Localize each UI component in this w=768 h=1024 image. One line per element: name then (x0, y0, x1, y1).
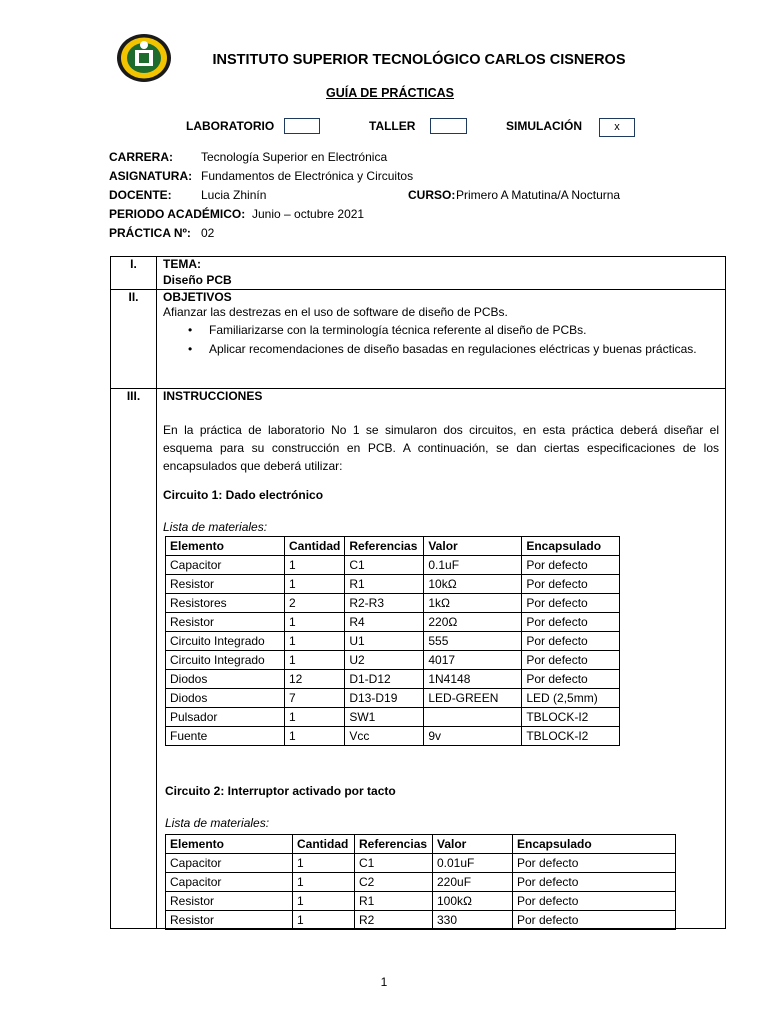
table-row (166, 892, 676, 911)
cell: 0.01uF (433, 854, 513, 873)
header-encapsulado: Encapsulado (513, 835, 676, 854)
objetivo-item: • Familiarizarse con la terminología técnica referente al diseño de PCBs. (163, 322, 719, 338)
cell: D1-D12 (345, 670, 424, 689)
practica-label: PRÁCTICA Nº: (109, 226, 191, 240)
header-valor: Valor (433, 835, 513, 854)
periodo-label: PERIODO ACADÉMICO: (109, 207, 246, 221)
cell: Por defecto (522, 632, 620, 651)
objetivos-title: OBJETIVOS (163, 290, 232, 304)
option-simulacion-box[interactable]: x (599, 118, 635, 137)
cell: 12 (285, 670, 345, 689)
instrucciones-title: INSTRUCCIONES (163, 389, 263, 403)
tema-number: I. (130, 257, 137, 271)
tema-value: Diseño PCB (163, 273, 232, 287)
cell: TBLOCK-I2 (522, 727, 620, 746)
table-row (166, 727, 620, 746)
cell: Resistor (166, 911, 293, 930)
option-laboratorio-box[interactable] (284, 118, 320, 134)
cell (424, 708, 522, 727)
option-laboratorio-label: LABORATORIO (186, 119, 275, 133)
table-row (166, 670, 620, 689)
docente-value: Lucia Zhinín (201, 188, 267, 202)
page-number: 1 (380, 975, 388, 989)
periodo-value: Junio – octubre 2021 (252, 207, 365, 221)
curso-value: Primero A Matutina/A Nocturna (456, 188, 621, 202)
asignatura-value: Fundamentos de Electrónica y Circuitos (201, 169, 414, 183)
cell: Resistores (166, 594, 285, 613)
cell: Pulsador (166, 708, 285, 727)
cell: 1 (285, 632, 345, 651)
cell: Por defecto (513, 873, 676, 892)
header-encapsulado: Encapsulado (522, 537, 620, 556)
cell: LED (2,5mm) (522, 689, 620, 708)
cell: R2 (355, 911, 433, 930)
cell: Por defecto (522, 613, 620, 632)
cell: 0.1uF (424, 556, 522, 575)
header-referencias: Referencias (345, 537, 424, 556)
cell: 220uF (433, 873, 513, 892)
cell: SW1 (345, 708, 424, 727)
header-elemento: Elemento (166, 835, 293, 854)
tema-title: TEMA: (163, 257, 201, 271)
cell: 7 (285, 689, 345, 708)
option-simulacion-label: SIMULACIÓN (506, 119, 582, 133)
cell: Resistor (166, 575, 285, 594)
cell: 1 (293, 854, 355, 873)
cell: U1 (345, 632, 424, 651)
instrucciones-text: En la práctica de laboratorio No 1 se simularon dos circuitos, en esta práctica deberá diseñar el esquema para su construcción en PCB. A continuación, se dan ciertas especificaciones de los encapsulados que deberá utilizar: (163, 423, 719, 473)
cell: Por defecto (513, 854, 676, 873)
cell: C1 (345, 556, 424, 575)
table-row (166, 708, 620, 727)
cell: 9v (424, 727, 522, 746)
cell: 10kΩ (424, 575, 522, 594)
header-elemento: Elemento (166, 537, 285, 556)
cell: Por defecto (522, 575, 620, 594)
curso-label: CURSO: (408, 188, 456, 202)
table-header-row (166, 537, 620, 556)
table-row (166, 575, 620, 594)
cell: Fuente (166, 727, 285, 746)
cell: 4017 (424, 651, 522, 670)
table-row (166, 854, 676, 873)
guide-title: GUÍA DE PRÁCTICAS (326, 86, 455, 100)
cell: Capacitor (166, 873, 293, 892)
cell: TBLOCK-I2 (522, 708, 620, 727)
table-row (166, 911, 676, 930)
cell: R4 (345, 613, 424, 632)
docente-label: DOCENTE: (109, 188, 172, 202)
cell: Capacitor (166, 854, 293, 873)
cell: Diodos (166, 689, 285, 708)
cell: Por defecto (522, 594, 620, 613)
circuit2-materials-table (165, 834, 676, 930)
carrera-value: Tecnología Superior en Electrónica (201, 150, 388, 164)
cell: 1 (285, 575, 345, 594)
cell: R1 (355, 892, 433, 911)
table-row (166, 689, 620, 708)
cell: Por defecto (513, 911, 676, 930)
cell: U2 (345, 651, 424, 670)
circuit2-list-label: Lista de materiales: (165, 816, 270, 830)
column-divider (156, 257, 157, 928)
table-row (166, 873, 676, 892)
header-referencias: Referencias (355, 835, 433, 854)
cell: 1N4148 (424, 670, 522, 689)
cell: R1 (345, 575, 424, 594)
cell: 1 (285, 708, 345, 727)
cell: 1kΩ (424, 594, 522, 613)
header-cantidad: Cantidad (285, 537, 345, 556)
cell: 330 (433, 911, 513, 930)
cell: 1 (285, 651, 345, 670)
cell: Circuito Integrado (166, 632, 285, 651)
table-row (166, 613, 620, 632)
cell: LED-GREEN (424, 689, 522, 708)
objetivos-especificos (163, 322, 719, 358)
institution-title: INSTITUTO SUPERIOR TECNOLÓGICO CARLOS CISNEROS (212, 52, 626, 68)
cell: C1 (355, 854, 433, 873)
cell: 100kΩ (433, 892, 513, 911)
cell: C2 (355, 873, 433, 892)
cell: 1 (293, 892, 355, 911)
practice-frame (110, 256, 726, 929)
table-row (166, 632, 620, 651)
cell: Vcc (345, 727, 424, 746)
cell: 220Ω (424, 613, 522, 632)
circuit1-list-label: Lista de materiales: (163, 520, 268, 534)
cell: Capacitor (166, 556, 285, 575)
objetivo-general: Afianzar las destrezas en el uso de software de diseño de PCBs. (163, 305, 508, 319)
asignatura-label: ASIGNATURA: (109, 169, 193, 183)
cell: 1 (285, 556, 345, 575)
cell: 2 (285, 594, 345, 613)
table-row (166, 594, 620, 613)
carrera-label: CARRERA: (109, 150, 173, 164)
practica-value: 02 (201, 226, 215, 240)
cell: Por defecto (522, 556, 620, 575)
cell: R2-R3 (345, 594, 424, 613)
cell: 1 (285, 613, 345, 632)
table-header-row (166, 835, 676, 854)
cell: 555 (424, 632, 522, 651)
cell: 1 (285, 727, 345, 746)
objetivos-number: II. (128, 290, 139, 304)
circuit1-materials-table (165, 536, 620, 746)
option-taller-label: TALLER (369, 119, 416, 133)
cell: 1 (293, 873, 355, 892)
table-row (166, 651, 620, 670)
cell: Por defecto (522, 670, 620, 689)
cell: D13-D19 (345, 689, 424, 708)
cell: Por defecto (522, 651, 620, 670)
option-taller-box[interactable] (430, 118, 467, 134)
cell: Por defecto (513, 892, 676, 911)
cell: Diodos (166, 670, 285, 689)
cell: Resistor (166, 613, 285, 632)
header-cantidad: Cantidad (293, 835, 355, 854)
cell: Resistor (166, 892, 293, 911)
table-row (166, 556, 620, 575)
cell: 1 (293, 911, 355, 930)
instrucciones-number: III. (126, 389, 141, 403)
circuit1-title: Circuito 1: Dado electrónico (163, 488, 324, 502)
circuit2-title: Circuito 2: Interruptor activado por tacto (165, 784, 396, 798)
cell: Circuito Integrado (166, 651, 285, 670)
objetivo-item: • Aplicar recomendaciones de diseño basadas en regulaciones eléctricas y buenas prácticas. (163, 341, 719, 358)
header-valor: Valor (424, 537, 522, 556)
